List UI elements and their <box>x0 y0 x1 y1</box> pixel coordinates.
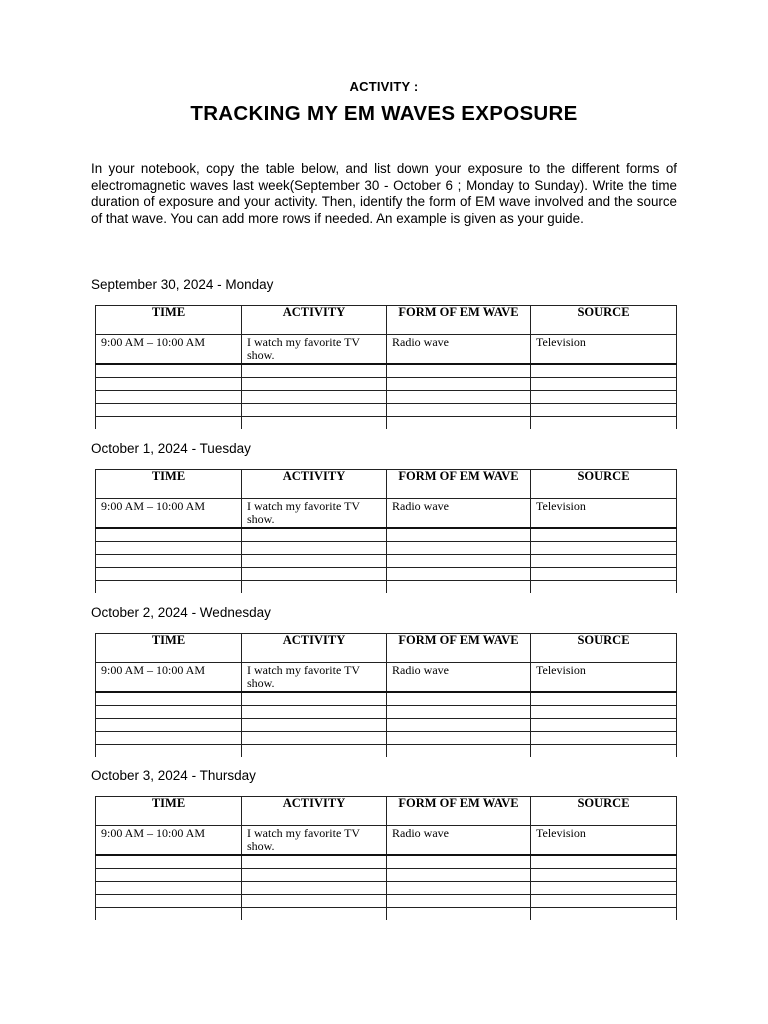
header-time: TIME <box>96 634 242 663</box>
blank-cell <box>387 542 531 555</box>
example-row <box>96 499 677 529</box>
example-time-cell: 9:00 AM – 10:00 AM <box>96 663 242 693</box>
blank-cell <box>96 706 242 719</box>
header-activity: ACTIVITY <box>242 306 387 335</box>
blank-cell <box>242 895 387 908</box>
blank-row <box>96 869 677 882</box>
blank-cell <box>387 555 531 568</box>
blank-cell <box>242 692 387 706</box>
blank-cell <box>387 895 531 908</box>
header-time: TIME <box>96 306 242 335</box>
blank-row <box>96 732 677 745</box>
header-time: TIME <box>96 797 242 826</box>
header-source: SOURCE <box>531 797 677 826</box>
blank-cell <box>531 404 677 417</box>
example-row <box>96 335 677 365</box>
table-header-row <box>96 634 677 663</box>
blank-cell <box>96 542 242 555</box>
page-title: TRACKING MY EM WAVES EXPOSURE <box>190 102 578 125</box>
blank-cell <box>387 391 531 404</box>
blank-cell <box>531 568 677 581</box>
blank-cell <box>387 745 531 758</box>
day-label: September 30, 2024 - Monday <box>91 277 274 292</box>
day-label: October 2, 2024 - Wednesday <box>91 605 271 620</box>
blank-cell <box>387 378 531 391</box>
blank-cell <box>531 745 677 758</box>
blank-cell <box>242 391 387 404</box>
blank-row <box>96 568 677 581</box>
blank-cell <box>242 732 387 745</box>
blank-cell <box>387 364 531 378</box>
blank-cell <box>242 417 387 430</box>
blank-cell <box>242 555 387 568</box>
blank-cell <box>387 528 531 542</box>
blank-cell <box>242 364 387 378</box>
blank-cell <box>242 855 387 869</box>
blank-cell <box>96 364 242 378</box>
header-activity: ACTIVITY <box>242 470 387 499</box>
exposure-table <box>95 469 677 593</box>
blank-row <box>96 908 677 921</box>
blank-row <box>96 855 677 869</box>
example-activity-cell: I watch my favorite TV show. <box>242 826 387 856</box>
header-form-of-em-wave: FORM OF EM WAVE <box>387 306 531 335</box>
blank-cell <box>387 719 531 732</box>
blank-cell <box>96 555 242 568</box>
blank-cell <box>96 404 242 417</box>
blank-row <box>96 417 677 430</box>
blank-cell <box>96 378 242 391</box>
blank-cell <box>387 404 531 417</box>
blank-cell <box>531 528 677 542</box>
exposure-table <box>95 796 677 920</box>
blank-cell <box>242 378 387 391</box>
blank-cell <box>96 908 242 921</box>
blank-cell <box>531 542 677 555</box>
header-form-of-em-wave: FORM OF EM WAVE <box>387 634 531 663</box>
blank-cell <box>387 692 531 706</box>
blank-cell <box>96 855 242 869</box>
example-time-cell: 9:00 AM – 10:00 AM <box>96 499 242 529</box>
blank-cell <box>96 745 242 758</box>
blank-row <box>96 581 677 594</box>
blank-cell <box>531 364 677 378</box>
example-form-cell: Radio wave <box>387 826 531 856</box>
blank-cell <box>531 378 677 391</box>
table-header-row <box>96 797 677 826</box>
example-source-cell: Television <box>531 335 677 365</box>
header-time: TIME <box>96 470 242 499</box>
example-form-cell: Radio wave <box>387 335 531 365</box>
example-form-cell: Radio wave <box>387 663 531 693</box>
header-source: SOURCE <box>531 634 677 663</box>
blank-cell <box>242 542 387 555</box>
blank-row <box>96 542 677 555</box>
blank-cell <box>531 855 677 869</box>
blank-cell <box>96 568 242 581</box>
blank-cell <box>531 719 677 732</box>
example-row <box>96 826 677 856</box>
blank-cell <box>531 869 677 882</box>
blank-cell <box>387 869 531 882</box>
blank-row <box>96 364 677 378</box>
blank-row <box>96 882 677 895</box>
example-activity-cell: I watch my favorite TV show. <box>242 335 387 365</box>
blank-cell <box>387 882 531 895</box>
blank-cell <box>531 581 677 594</box>
blank-cell <box>531 882 677 895</box>
header-source: SOURCE <box>531 470 677 499</box>
exposure-table <box>95 305 677 429</box>
blank-cell <box>531 391 677 404</box>
example-row <box>96 663 677 693</box>
blank-cell <box>531 908 677 921</box>
blank-row <box>96 692 677 706</box>
blank-cell <box>531 417 677 430</box>
blank-cell <box>242 882 387 895</box>
example-activity-cell: I watch my favorite TV show. <box>242 663 387 693</box>
blank-cell <box>96 895 242 908</box>
header-activity: ACTIVITY <box>242 634 387 663</box>
blank-cell <box>387 855 531 869</box>
blank-cell <box>387 908 531 921</box>
blank-cell <box>242 706 387 719</box>
example-time-cell: 9:00 AM – 10:00 AM <box>96 826 242 856</box>
blank-cell <box>96 581 242 594</box>
blank-cell <box>242 719 387 732</box>
instructions-paragraph: In your notebook, copy the table below, and list down your exposure to the different forms of electromagnetic waves last week(September 30 - October 6 ; Monday to Sunday). Write the time duration of exposure and your activity. Then, identify the form of EM wave involved and the source of that wave. You can add more rows if needed. An example is given as your guide. <box>91 161 677 226</box>
exposure-table <box>95 633 677 757</box>
blank-cell <box>242 568 387 581</box>
example-activity-cell: I watch my favorite TV show. <box>242 499 387 529</box>
blank-cell <box>242 404 387 417</box>
table-header-row <box>96 306 677 335</box>
blank-cell <box>96 869 242 882</box>
blank-cell <box>531 692 677 706</box>
blank-cell <box>387 706 531 719</box>
example-form-cell: Radio wave <box>387 499 531 529</box>
blank-cell <box>96 719 242 732</box>
blank-row <box>96 404 677 417</box>
blank-cell <box>531 555 677 568</box>
blank-cell <box>242 581 387 594</box>
blank-row <box>96 555 677 568</box>
blank-cell <box>242 528 387 542</box>
blank-cell <box>387 732 531 745</box>
blank-row <box>96 391 677 404</box>
header-form-of-em-wave: FORM OF EM WAVE <box>387 470 531 499</box>
example-source-cell: Television <box>531 826 677 856</box>
header-activity: ACTIVITY <box>242 797 387 826</box>
day-label: October 1, 2024 - Tuesday <box>91 441 251 456</box>
blank-row <box>96 895 677 908</box>
header-form-of-em-wave: FORM OF EM WAVE <box>387 797 531 826</box>
blank-cell <box>96 528 242 542</box>
example-source-cell: Television <box>531 663 677 693</box>
header-source: SOURCE <box>531 306 677 335</box>
blank-cell <box>96 732 242 745</box>
blank-row <box>96 378 677 391</box>
blank-cell <box>96 692 242 706</box>
blank-row <box>96 706 677 719</box>
blank-cell <box>531 732 677 745</box>
blank-cell <box>531 895 677 908</box>
blank-cell <box>96 391 242 404</box>
example-time-cell: 9:00 AM – 10:00 AM <box>96 335 242 365</box>
activity-kicker: ACTIVITY : <box>349 79 419 94</box>
blank-cell <box>242 745 387 758</box>
blank-cell <box>387 568 531 581</box>
blank-cell <box>242 908 387 921</box>
blank-row <box>96 528 677 542</box>
blank-cell <box>387 417 531 430</box>
blank-cell <box>242 869 387 882</box>
example-source-cell: Television <box>531 499 677 529</box>
day-label: October 3, 2024 - Thursday <box>91 768 256 783</box>
blank-row <box>96 745 677 758</box>
blank-cell <box>531 706 677 719</box>
blank-cell <box>96 417 242 430</box>
blank-cell <box>96 882 242 895</box>
blank-cell <box>387 581 531 594</box>
blank-row <box>96 719 677 732</box>
table-header-row <box>96 470 677 499</box>
